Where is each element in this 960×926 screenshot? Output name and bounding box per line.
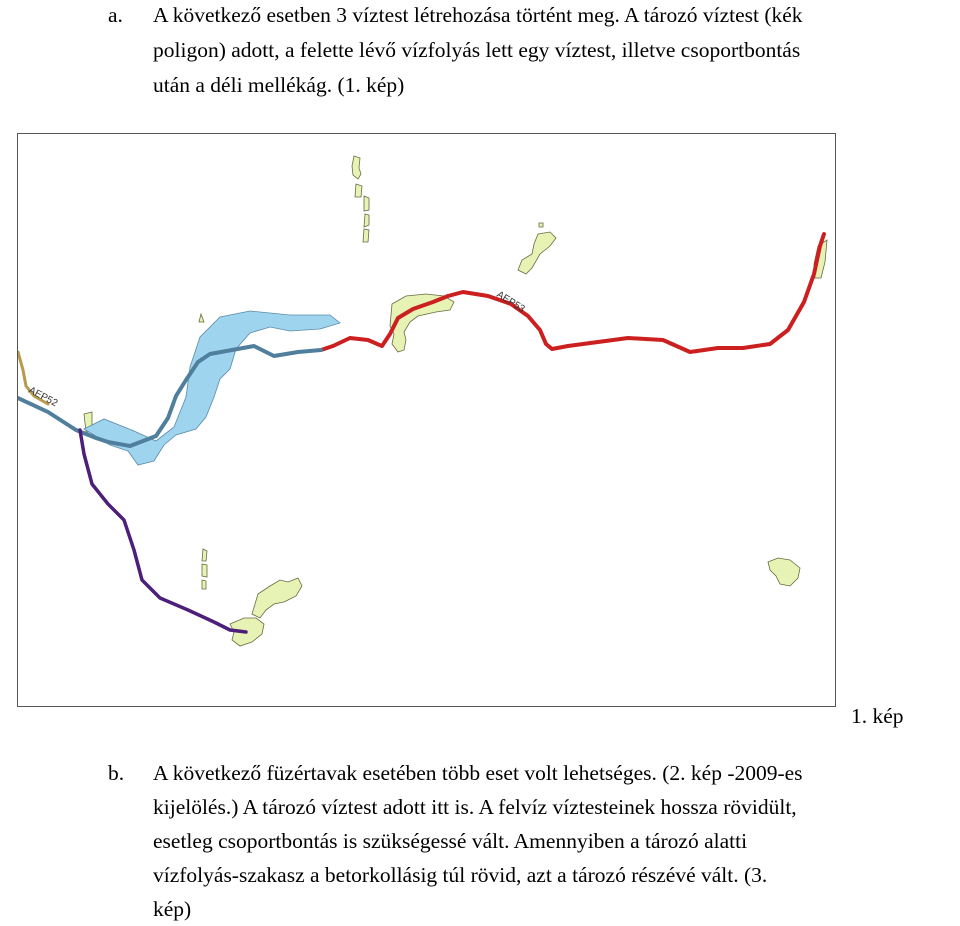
green-patch <box>252 578 302 618</box>
green-patch <box>202 549 207 561</box>
green-patch <box>518 232 556 274</box>
reservoir-polygon <box>84 311 340 465</box>
label-aep53: AEP53 <box>494 289 527 316</box>
label-aep52: AEP52 <box>26 384 60 410</box>
paragraph-b-line-1: A következő füzértavak esetében több eset volt lehetséges. (2. kép -2009-es <box>153 761 803 785</box>
paragraph-a-line-3: után a déli mellékág. (1. kép) <box>153 73 405 97</box>
green-patch <box>202 580 206 589</box>
green-patch <box>363 229 369 242</box>
list-marker-b: b. <box>108 761 125 785</box>
list-marker-a: a. <box>108 3 123 27</box>
paragraph-b-line-4: vízfolyás-szakasz a betorkollásig túl rövid, azt a tározó részévé vált. (3. <box>153 863 768 887</box>
paragraph-b-line-2: kijelölés.) A tározó víztest adott itt is. A felvíz víztesteinek hossza rövidült, <box>153 795 797 819</box>
map-figure <box>17 133 836 707</box>
green-patch <box>768 558 800 586</box>
green-patch <box>202 564 207 577</box>
green-patch <box>539 223 543 227</box>
green-patch <box>199 314 204 322</box>
paragraph-b-line-3: esetleg csoportbontás is szükségessé vált. Amennyiben a tározó alatti <box>153 829 748 853</box>
paragraph-a-line-1: A következő esetben 3 víztest létrehozása történt meg. A tározó víztest (kék <box>153 3 803 27</box>
green-patch <box>355 184 362 197</box>
purple-river <box>80 430 246 632</box>
green-patch <box>364 214 369 227</box>
paragraph-b-line-5: kép) <box>153 897 192 921</box>
map-canvas <box>18 134 836 707</box>
green-patch <box>390 294 454 352</box>
figure-caption: 1. kép <box>851 704 904 728</box>
paragraph-a-line-2: poligon) adott, a felette lévő vízfolyás lett egy víztest, illetve csoportbontás <box>153 38 801 62</box>
green-patch <box>352 156 361 179</box>
green-patch <box>364 196 369 211</box>
